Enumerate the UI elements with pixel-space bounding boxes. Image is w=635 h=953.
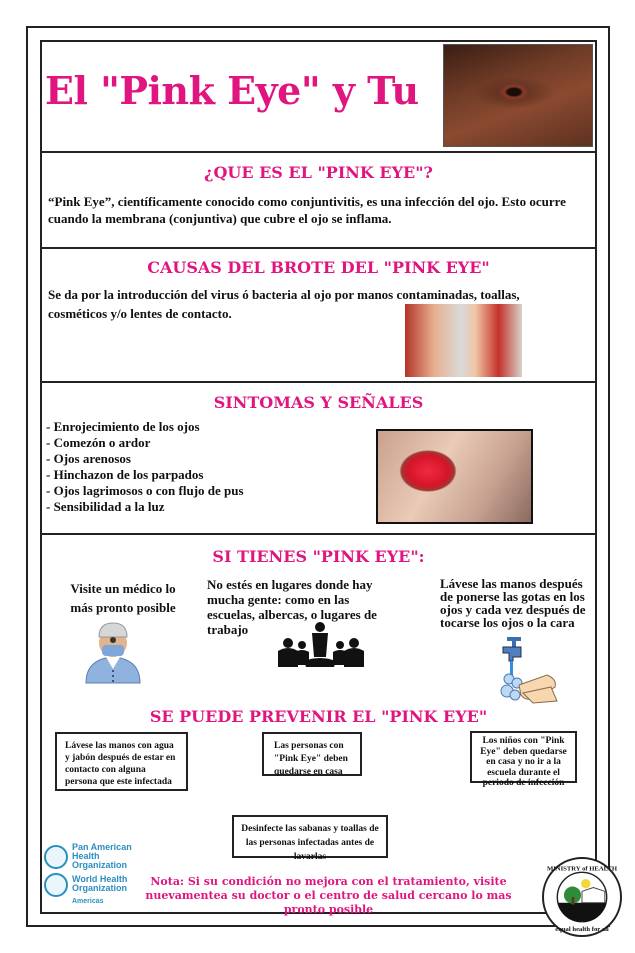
prevention-box-disinfect: Desinfecte las sabanas y toallas de las personas infectadas antes de lavarlas [232, 815, 388, 858]
who-region: Americas [72, 898, 104, 905]
doctor-icon [82, 615, 144, 685]
paho-globe-icon [44, 845, 68, 869]
footer-note: Nota: Si su condición no mejora con el tratamiento, visite nuevamentea su doctor o el centro de salud cercano lo mas pronto posible [145, 875, 512, 916]
handwashing-icon [495, 635, 565, 705]
symptom-item: - Sensibilidad a la luz [46, 499, 165, 514]
seal-bottom-text: equal health for all [555, 926, 609, 934]
what-is-section [40, 153, 597, 249]
prevention-title: SE PUEDE PREVENIR EL "PINK EYE" [149, 707, 488, 726]
who-line: Organization [72, 883, 128, 893]
prevention-box-children: Los niños con "Pink Eye" deben quedarse en casa y no ir a la escuela durante el periodo de infección [470, 731, 577, 783]
ministry-seal-icon [544, 859, 620, 935]
symptoms-list [46, 419, 244, 515]
symptoms-title: SINTOMAS Y SEÑALES [213, 393, 424, 412]
if-you-have-title: SI TIENES "PINK EYE": [212, 547, 425, 566]
seal-top-text: MINISTRY of HEALTH [546, 865, 618, 873]
eye-photo [443, 44, 593, 147]
paho-line: Health [72, 851, 100, 861]
tip-wash-hands: Lávese las manos después de ponerse las gotas en los ojos y cada vez después de tocarse los ojos o la cara [440, 576, 586, 630]
causes-text: Se da por la introducción del virus ó bacteria al ojo por manos contaminadas, toallas, cosméticos y/o lentes de contacto. [48, 287, 520, 321]
red-eye-photo [376, 429, 533, 524]
tip-visit-doctor: Visite un médico lo más pronto posible [70, 581, 176, 615]
symptom-item: - Ojos lagrimosos o con flujo de pus [46, 483, 244, 498]
header-section [40, 40, 597, 153]
crowd-icon [274, 621, 366, 671]
poster-title: El "Pink Eye" y Tu [45, 68, 419, 113]
who-line: World Health [72, 874, 128, 884]
prevention-box-wash: Lávese las manos con agua y jabón después de estar en contacto con alguna persona que este infectada [55, 732, 188, 791]
if-you-have-section [40, 535, 597, 916]
paho-line: Organization [72, 860, 128, 870]
causes-title: CAUSAS DEL BROTE DEL "PINK EYE" [147, 258, 490, 277]
causes-section [40, 249, 597, 383]
symptom-item: - Enrojecimiento de los ojos [46, 419, 200, 434]
tip-avoid-crowds: No estés en lugares donde hay mucha gente: como en las escuelas, albercas, o lugares de trabajo [207, 577, 377, 637]
symptoms-section [40, 383, 597, 535]
who-emblem-icon [44, 873, 68, 897]
children-rubbing-eyes-photo [405, 304, 522, 377]
prevention-box-stay-home: Las personas con "Pink Eye" deben quedarse en casa [262, 732, 362, 776]
symptom-item: - Ojos arenosos [46, 451, 131, 466]
ministry-of-health-seal [542, 857, 622, 937]
what-is-text: “Pink Eye”, científicamente conocido como conjuntivitis, es una infección del ojo. Esto ocurre cuando la membrana (conjuntiva) que cubre el ojo se inflama. [48, 194, 566, 226]
symptom-item: - Hinchazon de los parpados [46, 467, 204, 482]
paho-who-logo [42, 841, 134, 907]
what-is-title: ¿QUE ES EL "PINK EYE"? [204, 163, 433, 182]
paho-line: Pan American [72, 842, 132, 852]
symptom-item: - Comezón o ardor [46, 435, 151, 450]
